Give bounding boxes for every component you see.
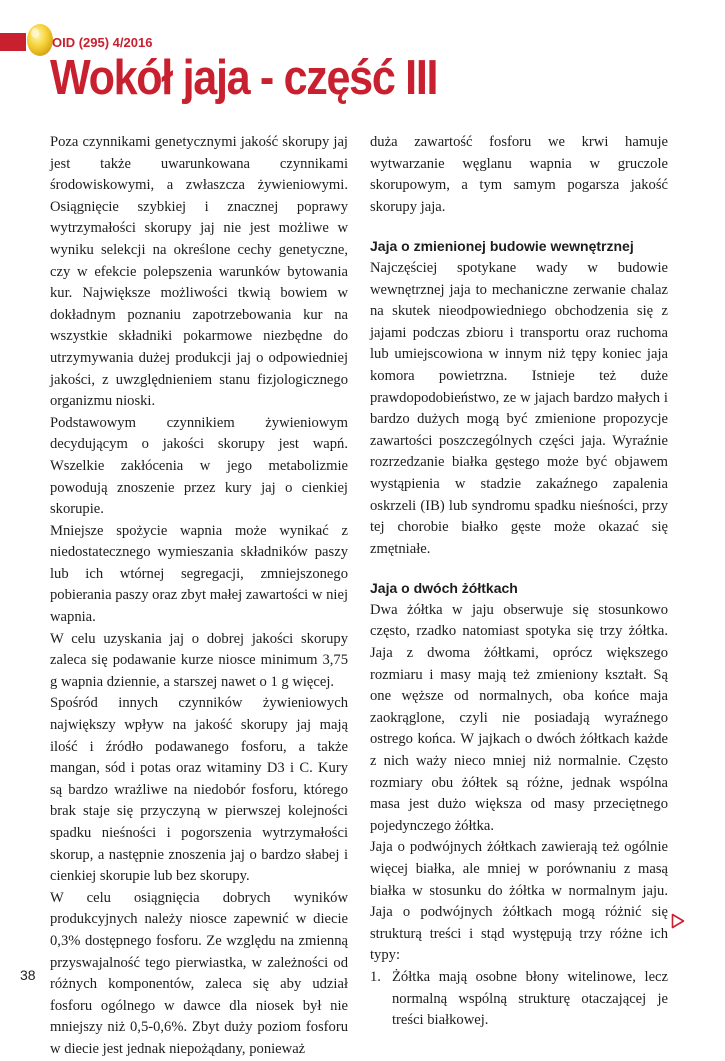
paragraph: Jaja o podwójnych żółtkach zawierają też ogólnie więcej białka, ale mniej w porównaniu z masą białka w stosunku do żółtka w normalnym jaju. Jaja o podwójnych żółtkach mogą różnić się strukturą treści i stąd występują trzy różne ich typy: — [370, 839, 668, 964]
page-number: 38 — [20, 967, 36, 983]
paragraph: Najczęściej spotykane wady w budowie wewnętrznej jaja to mechaniczne zerwanie chalaz na skutek nieodpowiedniego obchodzenia się z jajami podczas zbioru i transportu oraz ruchoma lub umiejscowiona w innym niż tępy koniec jaja komora powietrzna. Istnieje też duże prawdopodobieństwo, ze w jajach bardzo małych i bardzo dużych mogą być zmienione propozycje zawartości poszczególnych części jaja. Wyraźnie rozrzedzanie białka gęstego może być objawem wystąpienia w stadzie zakaźnego zapalenia oskrzeli (IB) lub syndromu spadku nieśności, przy tej chorobie białko gęste może okazać się zmętniałe. — [370, 259, 668, 557]
left-column — [50, 132, 348, 1061]
paragraph: duża zawartość fosforu we krwi hamuje wytwarzanie węglanu wapnia w gruczole skorupowym, a tym samym pogarsza jakość skorupy jaja. — [370, 134, 668, 215]
right-column — [370, 132, 668, 1032]
double-yolk-types-list — [370, 967, 668, 1032]
paragraph: Dwa żółtka w jaju obserwuje się stosunkowo często, rzadko natomiast spotyka się trzy żółtka. Jaja z dwoma żółtkami, oprócz większego rozmiaru i masy mają też zmieniony kształt. Są one węższe od normalnych, oba końce maja zaokrąglone, czyli nie posiadają wyraźnego ostrego końca. W jajkach o dwóch żółtkach każde z nich waży nieco mniej niż normalnie. Często rozmiary obu żółtek są różne, jednak wspólna masa jest dużo większa od masy przeciętnego pojedynczego żółtka. — [370, 601, 668, 834]
next-page-arrow-icon[interactable] — [671, 913, 685, 929]
paragraph: W celu osiągnięcia dobrych wyników produkcyjnych należy niosce zapewnić w diecie 0,3% dostępnego fosforu. Ze względu na zmienną przyswajalność tego pierwiastka, w zależności od różnych komponentów, zaleca się aby udział fosforu ogólnego w dawce dla niosek był nie mniejszy niż 0,5-0,6%. Zbyt duży poziom fosforu w diecie jest jednak niepożądany, ponieważ — [50, 889, 348, 1057]
list-item — [370, 967, 668, 1032]
section-heading: Jaja o dwóch żółtkach — [370, 580, 518, 597]
paragraph: Spośród innych czynników żywieniowych największy wpływ na jakość skorupy jaj mają ilość i źródło podawanego fosforu, a także mangan, sód i potas oraz witaminy D3 i C. Kury są bardzo wrażliwe na niedobór fosforu, którego brak staje się przyczyną w pierwszej kolejności spadku nieśności i pogorszenia wytrzymałości skorup, a następnie znoszenia jaj o bardzo słabej i cienkiej skorupie lub bez skorupy. — [50, 695, 348, 885]
paragraph: W celu uzyskania jaj o dobrej jakości skorupy zaleca się podawanie kurze niosce minimum 3,75 g wapnia dziennie, a starszej nawet o 1 g więcej. — [50, 630, 348, 690]
paragraph: Podstawowym czynnikiem żywieniowym decydującym o jakości skorupy jest wapń. Wszelkie zakłócenia w jego metabolizmie powodują znoszenie przez kury jaj o cienkiej skorupie. — [50, 414, 348, 518]
paragraph: Poza czynnikami genetycznymi jakość skorupy jaj jest także uwarunkowana czynnikami środowiskowymi, a zwłaszcza żywieniowymi. Osiągnięcie szybkiej i znacznej poprawy wytrzymałości skorupy jaj nie jest możliwe w wyniku selekcji na określone cechy genetyczne, czy w efekcie polepszenia warunków bytowania kur. Największe możliwości tkwią bowiem w dokładnym poznaniu zapotrzebowania kur na wszystkie składniki pokarmowe niezbędne do utrzymywania dużej produkcji jaj o odpowiedniej jakości, z uwzględnieniem stanu fizjologicznego organizmu nioski. — [50, 134, 348, 410]
issue-label: OID (295) 4/2016 — [52, 35, 153, 50]
paragraph: Mniejsze spożycie wapnia może wynikać z niedostatecznego wymieszania składników paszy lub ich wtórnej segregacji, zmniejszonego pobierania paszy oraz zbyt małej zawartości w niej wapnia. — [50, 522, 348, 626]
section-heading: Jaja o zmienionej budowie wewnętrznej — [370, 238, 634, 255]
list-item-number: 1. — [370, 968, 381, 985]
article-title: Wokół jaja - część III — [50, 51, 438, 105]
list-item-text: Żółtka mają osobne błony witelinowe, lecz normalną wspólną strukturę otaczającej je treści białkowej. — [392, 968, 668, 1029]
